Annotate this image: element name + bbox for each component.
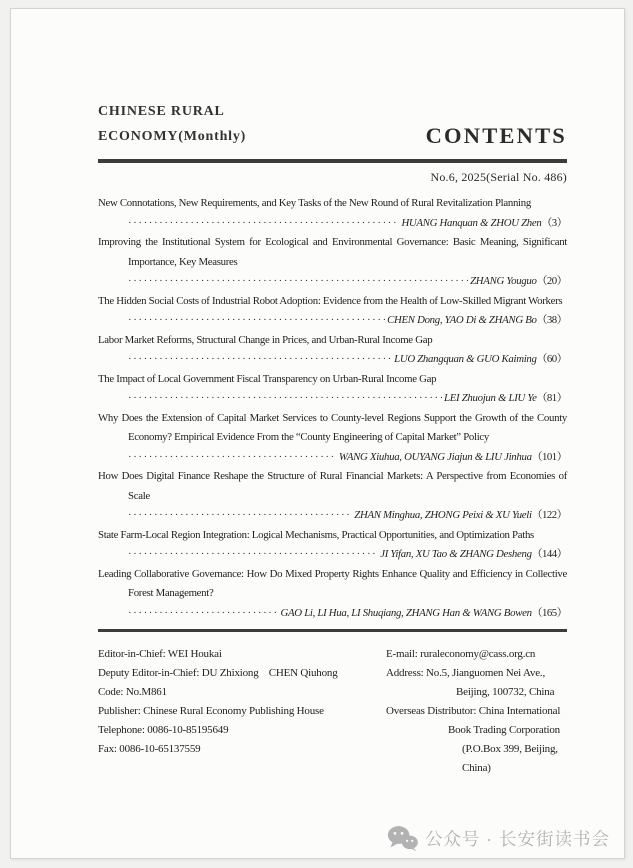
article-authors: ZHANG Youguo — [470, 275, 537, 287]
footer-left-line: Deputy Editor-in-Chief: DU Zhixiong CHEN Qiuhong — [98, 667, 338, 679]
article-title: Improving the Institutional System for Ecological and Environmental Governance: Basic Meaning, Significant Importance, Key Measures — [98, 236, 567, 268]
article-title: New Connotations, New Requirements, and Key Tasks of the New Round of Rural Revitalization Planning — [98, 197, 531, 209]
dot-leader — [128, 389, 442, 409]
article-page-number: （20） — [536, 275, 567, 287]
toc-entry — [98, 331, 567, 370]
article-authors: CHEN Dong, YAO Di & ZHANG Bo — [387, 314, 537, 326]
article-authors: HUANG Hanquan & ZHOU Zhen — [401, 216, 542, 229]
article-title: The Hidden Social Costs of Industrial Robot Adoption: Evidence from the Health of Low-Skilled Migrant Workers — [98, 294, 563, 307]
article-title: State Farm-Local Region Integration: Logical Mechanisms, Practical Opportunities, and Optimization Paths — [98, 528, 534, 541]
header-double-rule — [98, 159, 567, 163]
toc-entry — [98, 409, 567, 468]
footer-separator-rule — [98, 629, 567, 632]
article-title: Labor Market Reforms, Structural Change in Prices, and Urban-Rural Income Gap — [98, 333, 433, 346]
dot-leader — [128, 272, 468, 292]
entry-leader-row — [128, 214, 567, 234]
article-authors: LUO Zhangquan & GUO Kaiming — [394, 353, 537, 365]
article-authors: ZHAN Minghua, ZHONG Peixi & XU Yueli — [354, 509, 532, 521]
entry-leader-row — [128, 350, 567, 370]
masthead — [98, 99, 567, 149]
watermark-label: 公众号 · 长安街读书会 — [424, 829, 610, 849]
footer-right-line: E-mail: ruraleconomy@cass.org.cn — [386, 648, 536, 660]
journal-title-line1: CHINESE RURAL — [98, 104, 225, 119]
table-of-contents — [98, 194, 567, 623]
toc-entry — [98, 565, 567, 624]
toc-entry — [98, 526, 567, 565]
wechat-watermark — [387, 825, 610, 852]
article-title: The Impact of Local Government Fiscal Transparency on Urban-Rural Income Gap — [98, 372, 437, 385]
page-content — [11, 9, 624, 778]
entry-leader-row — [128, 506, 567, 526]
imprint-footer — [98, 645, 567, 778]
dot-leader — [128, 545, 378, 565]
issue-info: No.6, 2025(Serial No. 486) — [430, 170, 567, 184]
article-authors: GAO Li, LI Hua, LI Shuqiang, ZHANG Han & WANG Bowen — [280, 606, 532, 619]
article-page-number: （144） — [531, 548, 567, 560]
article-authors: LEI Zhuojun & LIU Ye — [444, 392, 537, 404]
footer-left-line: Code: No.M861 — [98, 686, 167, 698]
footer-right-line: (P.O.Box 399, Beijing, China) — [462, 743, 561, 774]
toc-entry — [98, 370, 567, 409]
footer-left-line: Telephone: 0086-10-85195649 — [98, 724, 229, 736]
dot-leader — [128, 604, 279, 624]
dot-leader — [128, 311, 385, 331]
toc-entry — [98, 233, 567, 292]
article-page-number: （3） — [541, 216, 567, 229]
contents-heading: CONTENTS — [425, 123, 567, 148]
article-page-number: （81） — [536, 392, 567, 404]
entry-leader-row — [128, 272, 567, 292]
footer-right-line: Overseas Distributor: China International — [386, 705, 561, 717]
entry-leader-row — [128, 448, 567, 468]
scanned-journal-page — [10, 8, 625, 859]
footer-left-column — [98, 645, 386, 778]
footer-left-line: Editor-in-Chief: WEI Houkai — [98, 648, 222, 660]
dot-leader — [128, 448, 337, 468]
entry-leader-row — [128, 389, 567, 409]
footer-right-column — [386, 645, 567, 778]
wechat-icon — [387, 825, 418, 852]
entry-leader-row — [128, 545, 567, 565]
dot-leader — [128, 350, 392, 370]
footer-right-line: Beijing, 100732, China — [456, 686, 555, 698]
dot-leader — [128, 214, 399, 234]
footer-right-line: Address: No.5, Jianguomen Nei Ave., — [386, 667, 545, 679]
article-page-number: （60） — [536, 353, 567, 365]
footer-right-line: Book Trading Corporation — [448, 724, 560, 736]
footer-left-line: Fax: 0086-10-65137559 — [98, 743, 201, 755]
article-title: How Does Digital Finance Reshape the Structure of Rural Financial Markets: A Perspective from Economies of Scale — [98, 470, 567, 502]
article-title: Leading Collaborative Governance: How Do Mixed Property Rights Enhance Quality and Efficiency in Collective Forest Management? — [98, 567, 567, 599]
toc-entry — [98, 292, 567, 331]
article-page-number: （101） — [531, 450, 567, 463]
footer-left-line: Publisher: Chinese Rural Economy Publishing House — [98, 705, 324, 717]
article-authors: WANG Xiuhua, OUYANG Jiajun & LIU Jinhua — [338, 450, 532, 463]
article-title: Why Does the Extension of Capital Market Services to County-level Regions Support the Growth of the County Economy? Empirical Evidence From the “County Engineering of Capital Market” Policy — [98, 411, 567, 443]
article-page-number: （122） — [531, 509, 567, 521]
dot-leader — [128, 506, 352, 526]
journal-title-line2: ECONOMY(Monthly) — [98, 129, 247, 144]
toc-entry — [98, 467, 567, 526]
toc-entry — [98, 194, 567, 233]
article-page-number: （165） — [531, 606, 567, 619]
article-page-number: （38） — [536, 314, 567, 326]
article-authors: JI Yifan, XU Tao & ZHANG Desheng — [380, 548, 532, 560]
journal-title — [98, 99, 246, 149]
entry-leader-row — [128, 311, 567, 331]
entry-leader-row — [128, 604, 567, 624]
